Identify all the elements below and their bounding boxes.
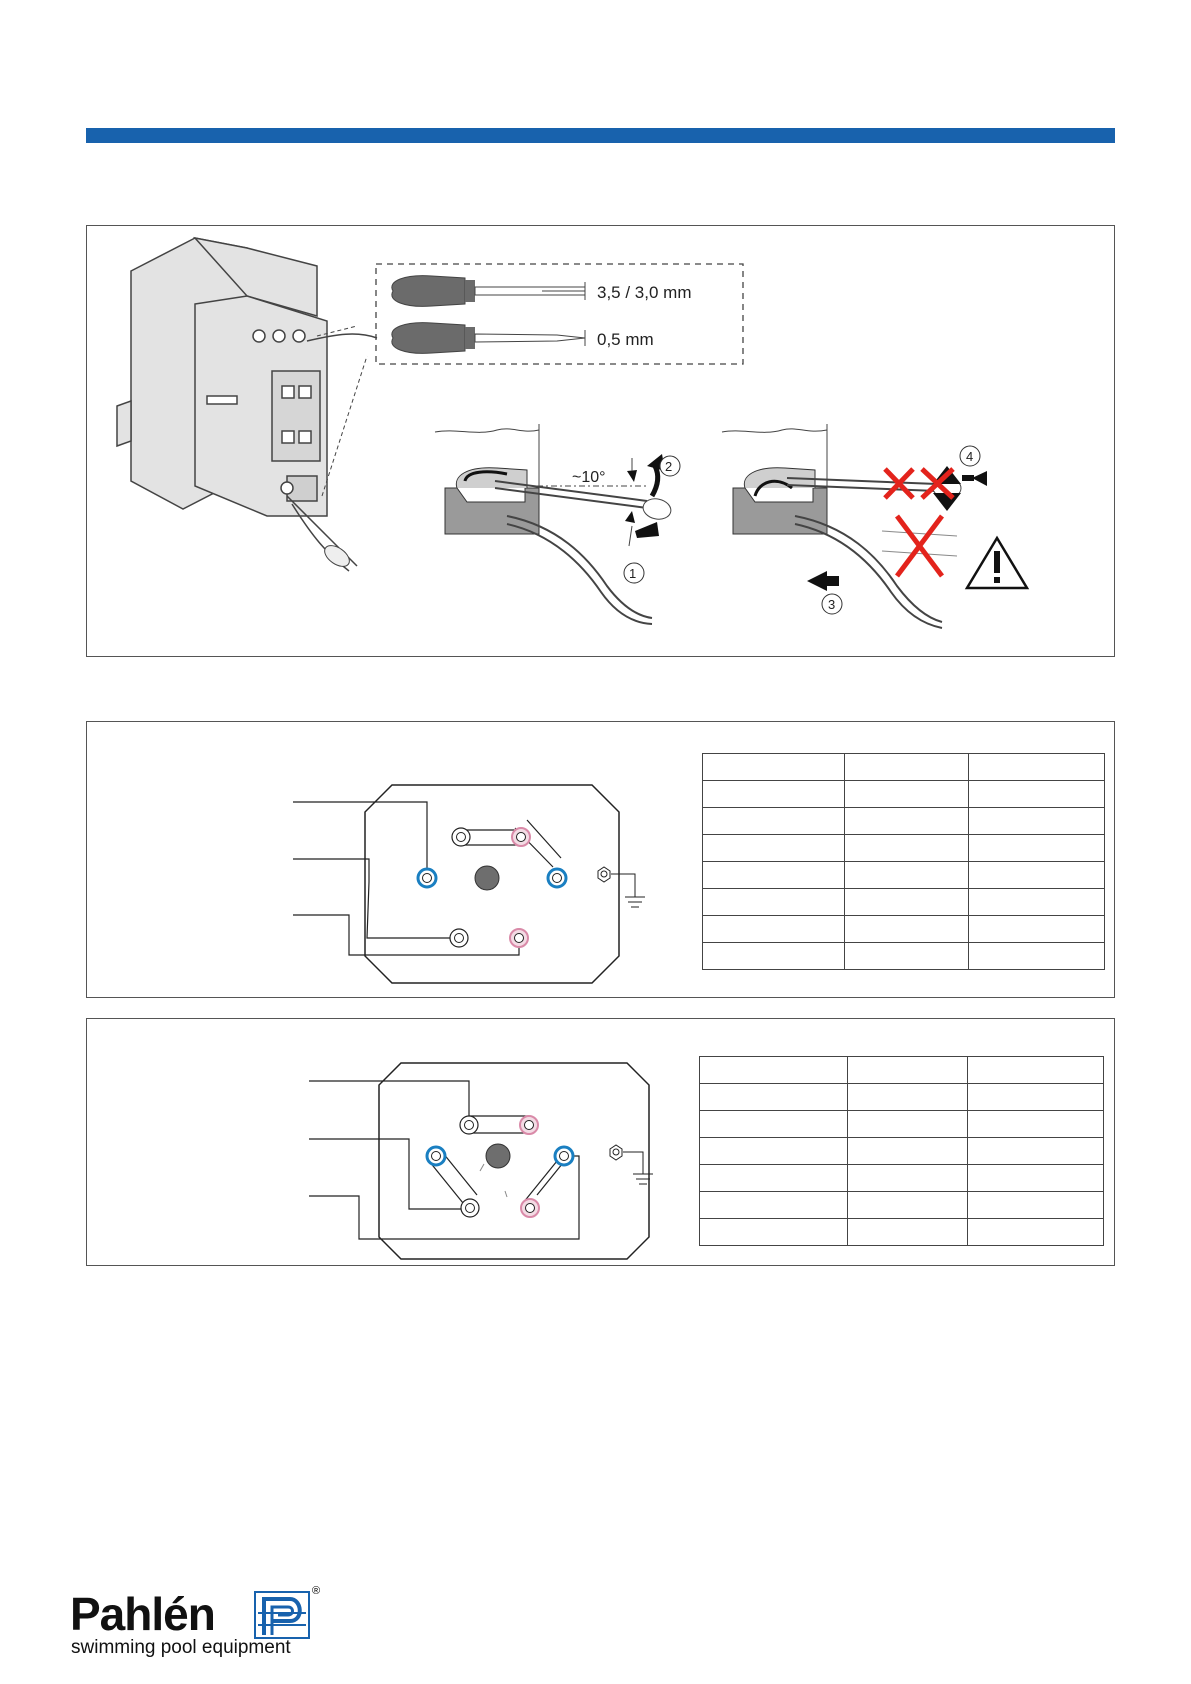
step-2-label: 2 xyxy=(665,459,673,474)
table-row xyxy=(703,754,1105,781)
table-row xyxy=(703,943,1105,970)
motor-wiring-panel-a xyxy=(86,721,1115,998)
header-accent-bar xyxy=(86,128,1115,143)
table-row xyxy=(703,916,1105,943)
table-row xyxy=(703,835,1105,862)
table-row xyxy=(703,862,1105,889)
logo-tagline: swimming pool equipment xyxy=(71,1637,291,1658)
registered-mark: ® xyxy=(312,1585,321,1597)
step-4-label: 4 xyxy=(966,449,974,464)
blade-small-label: 0,5 mm xyxy=(597,330,654,349)
warning-cross-marks xyxy=(885,469,953,576)
center-stud xyxy=(486,1144,510,1168)
screwdriver-small xyxy=(392,323,585,354)
terminal-box-diagram-b xyxy=(87,1019,707,1267)
wiring-table-a xyxy=(702,753,1105,970)
table-row xyxy=(700,1111,1104,1138)
table-row xyxy=(703,889,1105,916)
step-1-label: 1 xyxy=(629,566,637,581)
warning-triangle-icon xyxy=(967,538,1027,588)
table-row xyxy=(700,1057,1104,1084)
step-3-label: 3 xyxy=(828,597,836,612)
wiring-table-b xyxy=(699,1056,1104,1246)
terminal-instruction-panel xyxy=(86,225,1115,657)
table-row xyxy=(703,808,1105,835)
pahlen-logo xyxy=(70,1587,330,1667)
table-row xyxy=(700,1165,1104,1192)
insert-wire-step-illustration xyxy=(435,424,680,624)
terminal-box-diagram-a xyxy=(87,722,687,999)
blade-large-label: 3,5 / 3,0 mm xyxy=(597,283,692,302)
table-row xyxy=(700,1192,1104,1219)
table-row xyxy=(700,1084,1104,1111)
table-row xyxy=(700,1138,1104,1165)
table-row xyxy=(703,781,1105,808)
screwdriver-large xyxy=(392,276,585,307)
pahlen-logo-icon xyxy=(254,1591,310,1639)
motor-wiring-panel-b xyxy=(86,1018,1115,1266)
terminal-instruction-illustration xyxy=(87,226,1114,656)
angle-label: ~10° xyxy=(572,469,606,486)
table-row xyxy=(700,1219,1104,1246)
remove-wire-step-illustration xyxy=(722,424,1027,628)
logo-wordmark: Pahlén xyxy=(70,1588,215,1640)
contactor-illustration xyxy=(117,238,327,516)
center-stud xyxy=(475,866,499,890)
